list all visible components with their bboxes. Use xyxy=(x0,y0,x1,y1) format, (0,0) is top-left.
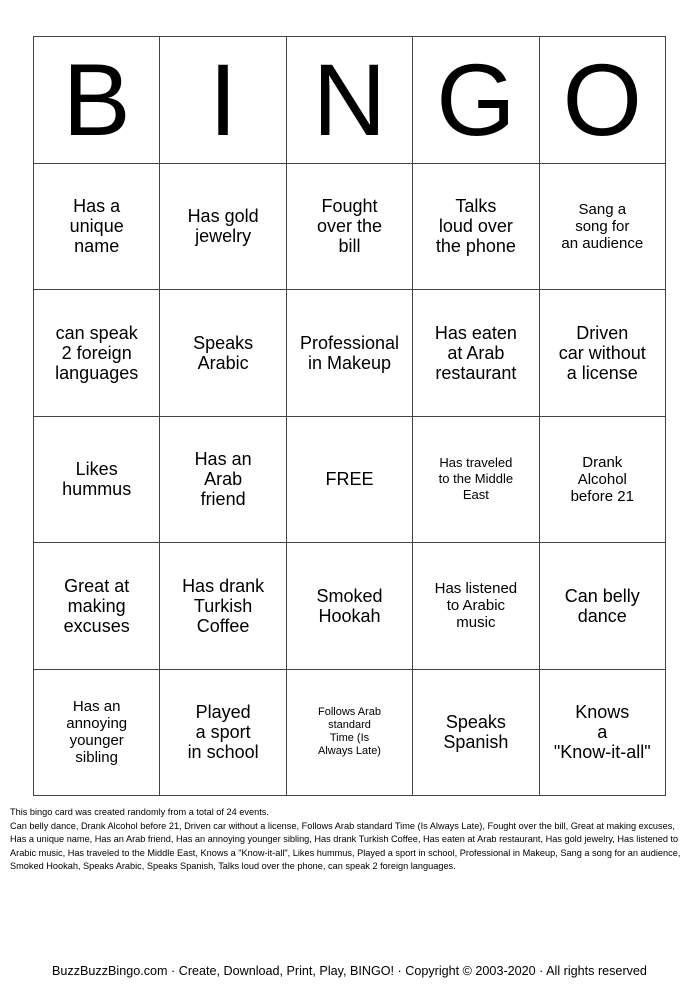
bingo-square xyxy=(413,417,539,544)
bingo-square xyxy=(287,670,413,797)
bingo-square xyxy=(287,543,413,670)
bingo-square-text: Follows Arab standard Time (Is Always Late) xyxy=(318,706,381,758)
bingo-square-text: Smoked Hookah xyxy=(316,585,383,626)
bingo-square-text: Professional in Makeup xyxy=(299,332,400,373)
card-description xyxy=(10,806,692,874)
bingo-square xyxy=(34,164,160,291)
header-cell-b xyxy=(34,37,160,164)
bingo-card xyxy=(33,36,666,796)
bingo-square xyxy=(34,670,160,797)
header-letter: B xyxy=(62,42,131,157)
bingo-square xyxy=(540,290,666,417)
bingo-square-text: Has drank Turkish Coffee xyxy=(182,575,265,636)
bingo-square-text: Talks loud over the phone xyxy=(435,196,516,257)
bingo-square-text: Has eaten at Arab restaurant xyxy=(434,322,517,383)
bingo-square-text: Drank Alcohol before 21 xyxy=(570,453,634,505)
bingo-square xyxy=(34,417,160,544)
header-cell-g xyxy=(413,37,539,164)
bingo-square-text: can speak 2 foreign languages xyxy=(55,322,139,383)
bingo-square xyxy=(160,164,286,291)
footer-copyright: BuzzBuzzBingo.com · Create, Download, Print, Play, BINGO! · Copyright © 2003-2020 · All rights reserved xyxy=(52,964,647,978)
header-cell-o xyxy=(540,37,666,164)
bingo-square-text: Knows a "Know-it-all" xyxy=(553,702,651,763)
bingo-square xyxy=(160,543,286,670)
header-letter: G xyxy=(436,42,516,157)
bingo-square-text: Driven car without a license xyxy=(558,322,646,383)
bingo-square-text: Has a unique name xyxy=(69,196,124,257)
bingo-square xyxy=(160,670,286,797)
bingo-square xyxy=(160,417,286,544)
header-cell-n xyxy=(287,37,413,164)
bingo-square-text: Has listened to Arabic music xyxy=(434,580,518,632)
bingo-square xyxy=(287,164,413,291)
bingo-square-text: Likes hummus xyxy=(62,459,132,500)
bingo-square xyxy=(413,164,539,291)
bingo-square xyxy=(287,290,413,417)
bingo-square xyxy=(287,417,413,544)
bingo-square-text: FREE xyxy=(325,469,374,490)
bingo-square-text: Fought over the bill xyxy=(316,196,383,257)
bingo-square xyxy=(413,290,539,417)
header-letter: N xyxy=(312,42,387,157)
bingo-square xyxy=(34,543,160,670)
bingo-square xyxy=(34,290,160,417)
bingo-square xyxy=(413,670,539,797)
bingo-square-text: Has an Arab friend xyxy=(194,449,252,510)
header-letter: I xyxy=(208,42,238,157)
event-count-text: This bingo card was created randomly from a total of 24 events. xyxy=(10,807,269,817)
bingo-square-text: Has traveled to the Middle East xyxy=(438,455,514,503)
bingo-square xyxy=(540,543,666,670)
bingo-square xyxy=(540,417,666,544)
header-letter: O xyxy=(562,42,642,157)
bingo-square-text: Speaks Arabic xyxy=(193,332,254,373)
bingo-square xyxy=(160,290,286,417)
bingo-square xyxy=(413,543,539,670)
bingo-square-text: Sang a song for an audience xyxy=(561,200,644,252)
bingo-square-text: Has an annoying younger sibling xyxy=(66,698,128,767)
event-list-text: Can belly dance, Drank Alcohol before 21, Driven car without a license, Follows Arab standard Time (Is Always Late), Fought over the bill, Great at making excuses, Has a unique name, Has an Arab friend, Has an annoying younger sibling, Has drank Turkish Coffee, Has eaten at Arab restaurant, Has gold jewelry, Has listened to Arabic music, Has traveled to the Middle East, Knows a "Know-it-all", Likes hummus, Played a sport in school, Professional in Makeup, Sang a song for an audience, Smoked Hookah, Speaks Arabic, Speaks Spanish, Talks loud over the phone, can speak 2 foreign languages. xyxy=(10,820,681,872)
bingo-square xyxy=(540,164,666,291)
bingo-square-text: Can belly dance xyxy=(564,585,640,626)
bingo-square-text: Played a sport in school xyxy=(187,702,259,763)
bingo-square xyxy=(540,670,666,797)
bingo-square-text: Speaks Spanish xyxy=(443,712,509,753)
bingo-square-text: Great at making excuses xyxy=(63,575,130,636)
bingo-square-text: Has gold jewelry xyxy=(187,206,259,247)
header-cell-i xyxy=(160,37,286,164)
